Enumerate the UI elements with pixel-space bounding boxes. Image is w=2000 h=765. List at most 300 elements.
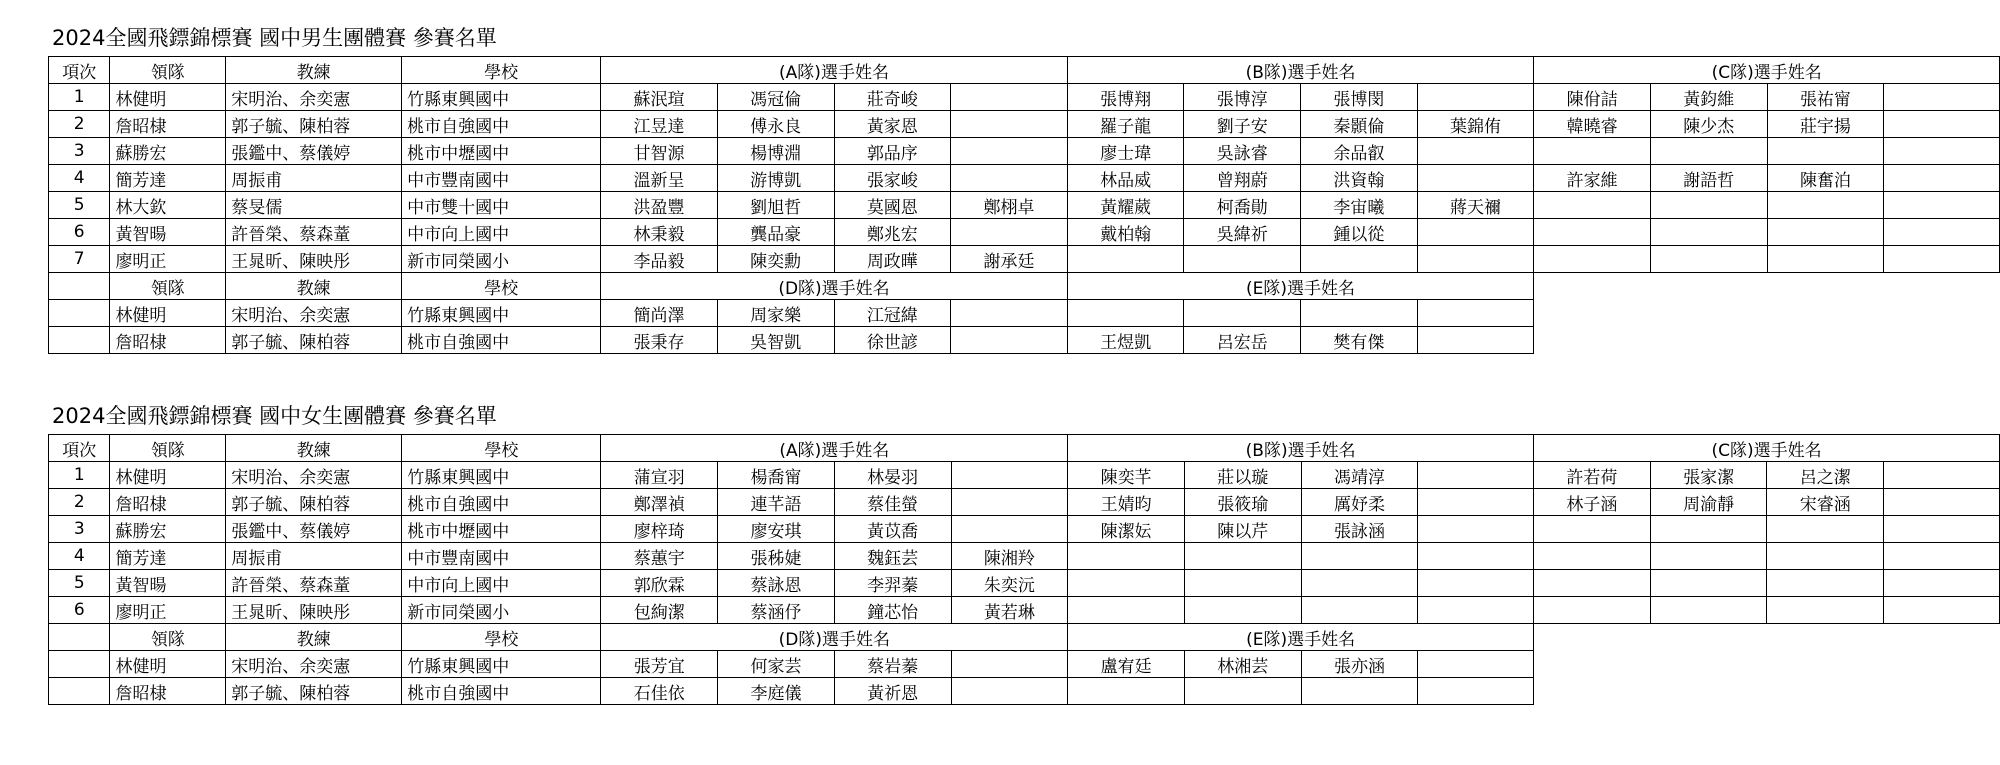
row-number: 3 — [49, 138, 110, 165]
player-cell-team-b: 柯喬勛 — [1184, 192, 1301, 219]
header-no-empty — [49, 624, 110, 651]
player-cell-team-a: 鐘芯怡 — [834, 597, 951, 624]
school-cell: 中市雙十國中 — [402, 192, 601, 219]
player-cell-team-b — [1301, 543, 1418, 570]
player-cell-team-b — [1418, 543, 1534, 570]
player-cell-team-a: 林晏羽 — [834, 462, 951, 489]
player-cell-team-c — [1767, 192, 1884, 219]
player-cell-team-c: 謝語哲 — [1650, 165, 1767, 192]
header-coach-2: 教練 — [226, 273, 402, 300]
blank-area — [1534, 273, 2000, 300]
leader-cell: 簡芳達 — [110, 165, 226, 192]
player-cell-team-c — [1884, 489, 2000, 516]
player-cell-team-c: 張家潔 — [1650, 462, 1767, 489]
header-team-e: (E隊)選手姓名 — [1067, 273, 1534, 300]
player-cell-team-b: 陳潔妘 — [1068, 516, 1185, 543]
player-cell-team-c — [1650, 543, 1767, 570]
player-cell-team-b — [1301, 597, 1418, 624]
player-cell-team-c — [1534, 138, 1651, 165]
player-cell-team-c — [1884, 111, 2000, 138]
player-cell-team-c: 呂之潔 — [1767, 462, 1884, 489]
player-cell-team-a: 鄭栩卓 — [951, 192, 1068, 219]
table-row — [49, 570, 2000, 597]
row-number: 2 — [49, 489, 110, 516]
player-cell-team-e — [1417, 300, 1534, 327]
player-cell-team-e: 林湘芸 — [1184, 651, 1301, 678]
player-cell-team-a: 蔡蕙宇 — [601, 543, 718, 570]
player-cell-team-c — [1884, 219, 2000, 246]
player-cell-team-c — [1884, 543, 2000, 570]
row-number: 5 — [49, 570, 110, 597]
player-cell-team-c: 許家維 — [1534, 165, 1651, 192]
school-cell: 中市向上國中 — [402, 570, 601, 597]
header-team-a: (A隊)選手姓名 — [601, 57, 1068, 84]
player-cell-team-a: 林秉毅 — [601, 219, 718, 246]
table-row — [49, 219, 2000, 246]
row-number-empty — [49, 651, 110, 678]
player-cell-team-a — [951, 462, 1068, 489]
player-cell-team-a: 傅永良 — [717, 111, 834, 138]
player-cell-team-d: 何家芸 — [718, 651, 835, 678]
player-cell-team-c: 林子涵 — [1534, 489, 1651, 516]
coach-cell: 宋明治、余奕憲 — [226, 462, 402, 489]
player-cell-team-a: 陳奕勳 — [717, 246, 834, 273]
player-cell-team-c — [1767, 543, 1884, 570]
player-cell-team-c — [1534, 246, 1651, 273]
player-cell-team-b: 蔣天禰 — [1417, 192, 1534, 219]
table-row — [49, 84, 2000, 111]
school-cell: 竹縣東興國中 — [402, 651, 601, 678]
coach-cell: 宋明治、余奕憲 — [226, 651, 402, 678]
player-cell-team-b: 王婧昀 — [1068, 489, 1185, 516]
header-row — [49, 57, 2000, 84]
player-cell-team-b: 戴柏翰 — [1067, 219, 1184, 246]
player-cell-team-b: 秦顥倫 — [1301, 111, 1418, 138]
header-school-2: 學校 — [402, 273, 601, 300]
player-cell-team-a: 李品毅 — [601, 246, 718, 273]
player-cell-team-d: 吳智凱 — [717, 327, 834, 354]
player-cell-team-c — [1650, 597, 1767, 624]
player-cell-team-c — [1650, 138, 1767, 165]
player-cell-team-b: 葉錦侑 — [1417, 111, 1534, 138]
player-cell-team-c — [1884, 246, 2000, 273]
player-cell-team-c — [1884, 84, 2000, 111]
player-cell-team-a: 溫新呈 — [601, 165, 718, 192]
player-cell-team-a: 楊博淵 — [717, 138, 834, 165]
player-cell-team-a: 蔡佳螢 — [834, 489, 951, 516]
leader-cell: 廖明正 — [110, 597, 226, 624]
player-cell-team-c: 黃鈞維 — [1650, 84, 1767, 111]
player-cell-team-e: 張亦涵 — [1301, 651, 1418, 678]
player-cell-team-a: 郭欣霖 — [601, 570, 718, 597]
school-cell: 桃市自強國中 — [402, 678, 601, 705]
player-cell-team-a: 廖安琪 — [718, 516, 835, 543]
player-cell-team-a: 廖梓琦 — [601, 516, 718, 543]
player-cell-team-d: 徐世諺 — [834, 327, 951, 354]
player-cell-team-b — [1417, 84, 1534, 111]
leader-cell: 詹昭棣 — [110, 327, 226, 354]
player-cell-team-a: 李羿蓁 — [834, 570, 951, 597]
player-cell-team-a: 張秭婕 — [718, 543, 835, 570]
table-row — [49, 543, 2000, 570]
player-cell-team-b: 黃耀葳 — [1067, 192, 1184, 219]
player-cell-team-c: 周渝靜 — [1650, 489, 1767, 516]
leader-cell: 廖明正 — [110, 246, 226, 273]
player-cell-team-a: 連芊語 — [718, 489, 835, 516]
player-cell-team-c — [1534, 597, 1651, 624]
player-cell-team-b — [1184, 543, 1301, 570]
table-row — [49, 678, 2000, 705]
table-row — [49, 516, 2000, 543]
player-cell-team-c: 韓曉睿 — [1534, 111, 1651, 138]
player-cell-team-b: 曾翔蔚 — [1184, 165, 1301, 192]
coach-cell: 許晉榮、蔡森蕫 — [226, 570, 402, 597]
player-cell-team-e: 王煜凱 — [1067, 327, 1184, 354]
coach-cell: 張鑑中、蔡儀婷 — [226, 516, 402, 543]
player-cell-team-b: 吳詠睿 — [1184, 138, 1301, 165]
coach-cell: 王晁昕、陳映彤 — [226, 246, 402, 273]
player-cell-team-c — [1767, 516, 1884, 543]
player-cell-team-a: 江昱達 — [601, 111, 718, 138]
player-cell-team-b — [1067, 246, 1184, 273]
player-cell-team-c: 許若荷 — [1534, 462, 1651, 489]
table-row — [49, 165, 2000, 192]
leader-cell: 詹昭棣 — [110, 489, 226, 516]
player-cell-team-b: 鍾以從 — [1301, 219, 1418, 246]
header-row-2 — [49, 624, 2000, 651]
player-cell-team-c — [1767, 138, 1884, 165]
header-team-d: (D隊)選手姓名 — [601, 624, 1068, 651]
player-cell-team-c — [1884, 165, 2000, 192]
player-cell-team-c — [1534, 543, 1651, 570]
player-cell-team-e — [1184, 678, 1301, 705]
leader-cell: 黃智暘 — [110, 570, 226, 597]
row-number: 5 — [49, 192, 110, 219]
table-row — [49, 138, 2000, 165]
header-no: 項次 — [49, 57, 110, 84]
player-cell-team-a: 蔡涵伃 — [718, 597, 835, 624]
row-number: 7 — [49, 246, 110, 273]
player-cell-team-b — [1418, 516, 1534, 543]
leader-cell: 詹昭棣 — [110, 678, 226, 705]
player-cell-team-e — [1067, 300, 1184, 327]
header-team-d: (D隊)選手姓名 — [601, 273, 1068, 300]
player-cell-team-a — [951, 219, 1068, 246]
player-cell-team-d: 李庭儀 — [718, 678, 835, 705]
player-cell-team-b: 莊以璇 — [1184, 462, 1301, 489]
player-cell-team-c — [1650, 192, 1767, 219]
player-cell-team-a: 包絢潔 — [601, 597, 718, 624]
player-cell-team-b: 陳奕芊 — [1068, 462, 1185, 489]
row-number: 6 — [49, 597, 110, 624]
player-cell-team-a: 洪盈豐 — [601, 192, 718, 219]
player-cell-team-c — [1884, 192, 2000, 219]
blank-area — [1534, 651, 2000, 678]
player-cell-team-e — [1417, 327, 1534, 354]
player-cell-team-a — [951, 165, 1068, 192]
row-number: 2 — [49, 111, 110, 138]
row-number: 4 — [49, 543, 110, 570]
coach-cell: 張鑑中、蔡儀婷 — [226, 138, 402, 165]
coach-cell: 郭子毓、陳柏蓉 — [226, 111, 402, 138]
player-cell-team-b — [1184, 570, 1301, 597]
player-cell-team-e — [1301, 678, 1418, 705]
roster-table-boys — [48, 56, 2000, 354]
player-cell-team-d: 張秉存 — [601, 327, 718, 354]
player-cell-team-d — [951, 678, 1068, 705]
player-cell-team-c — [1767, 570, 1884, 597]
player-cell-team-a: 黃家恩 — [834, 111, 951, 138]
coach-cell: 周振甫 — [226, 543, 402, 570]
header-team-c: (C隊)選手姓名 — [1534, 57, 2000, 84]
coach-cell: 宋明治、余奕憲 — [226, 84, 402, 111]
player-cell-team-d — [951, 651, 1068, 678]
player-cell-team-a: 蒲宣羽 — [601, 462, 718, 489]
player-cell-team-e — [1068, 678, 1185, 705]
header-no: 項次 — [49, 435, 110, 462]
player-cell-team-a: 龔品豪 — [717, 219, 834, 246]
leader-cell: 詹昭棣 — [110, 111, 226, 138]
player-cell-team-a: 馮冠倫 — [717, 84, 834, 111]
leader-cell: 蘇勝宏 — [110, 516, 226, 543]
player-cell-team-b: 余品叡 — [1301, 138, 1418, 165]
player-cell-team-a — [951, 84, 1068, 111]
player-cell-team-b — [1417, 219, 1534, 246]
player-cell-team-a: 莫國恩 — [834, 192, 951, 219]
header-row — [49, 435, 2000, 462]
header-leader: 領隊 — [110, 57, 226, 84]
player-cell-team-b — [1417, 165, 1534, 192]
player-cell-team-c — [1884, 138, 2000, 165]
player-cell-team-a — [951, 111, 1068, 138]
player-cell-team-d: 江冠緯 — [834, 300, 951, 327]
player-cell-team-a: 甘智源 — [601, 138, 718, 165]
player-cell-team-b — [1068, 597, 1185, 624]
table-row — [49, 327, 2000, 354]
header-leader-2: 領隊 — [110, 273, 226, 300]
row-number-empty — [49, 327, 110, 354]
player-cell-team-c — [1534, 192, 1651, 219]
leader-cell: 林健明 — [110, 300, 226, 327]
player-cell-team-c — [1884, 462, 2000, 489]
header-team-b: (B隊)選手姓名 — [1068, 435, 1534, 462]
player-cell-team-e — [1418, 651, 1534, 678]
header-leader: 領隊 — [110, 435, 226, 462]
row-number: 3 — [49, 516, 110, 543]
player-cell-team-a: 黃若琳 — [951, 597, 1068, 624]
leader-cell: 黃智暘 — [110, 219, 226, 246]
player-cell-team-e — [1418, 678, 1534, 705]
player-cell-team-b — [1184, 597, 1301, 624]
blank-area — [1534, 300, 2000, 327]
blank-area — [1534, 678, 2000, 705]
player-cell-team-a: 蘇泯瑄 — [601, 84, 718, 111]
school-cell: 桃市自強國中 — [402, 327, 601, 354]
player-cell-team-b: 張詠涵 — [1301, 516, 1418, 543]
player-cell-team-a: 莊奇峻 — [834, 84, 951, 111]
player-cell-team-c: 陳少杰 — [1650, 111, 1767, 138]
header-no-empty — [49, 273, 110, 300]
header-row-2 — [49, 273, 2000, 300]
player-cell-team-a: 黃苡喬 — [834, 516, 951, 543]
row-number: 1 — [49, 84, 110, 111]
player-cell-team-b: 林品威 — [1067, 165, 1184, 192]
player-cell-team-c — [1650, 516, 1767, 543]
player-cell-team-b: 李宙曦 — [1301, 192, 1418, 219]
leader-cell: 簡芳達 — [110, 543, 226, 570]
section-title-boys: 2024全國飛鏢錦標賽 國中男生團體賽 參賽名單 — [52, 26, 497, 50]
player-cell-team-a: 朱奕沅 — [951, 570, 1068, 597]
player-cell-team-a: 陳湘羚 — [951, 543, 1068, 570]
leader-cell: 蘇勝宏 — [110, 138, 226, 165]
player-cell-team-c — [1534, 219, 1651, 246]
player-cell-team-b: 吳緯祈 — [1184, 219, 1301, 246]
player-cell-team-b — [1418, 462, 1534, 489]
leader-cell: 林健明 — [110, 84, 226, 111]
table-row — [49, 111, 2000, 138]
player-cell-team-b: 羅子龍 — [1067, 111, 1184, 138]
player-cell-team-c — [1884, 570, 2000, 597]
player-cell-team-d: 黃祈恩 — [834, 678, 951, 705]
row-number-empty — [49, 678, 110, 705]
leader-cell: 林健明 — [110, 462, 226, 489]
header-school: 學校 — [402, 57, 601, 84]
player-cell-team-b — [1301, 246, 1418, 273]
coach-cell: 蔡旻儒 — [226, 192, 402, 219]
player-cell-team-c: 宋睿涵 — [1767, 489, 1884, 516]
player-cell-team-c — [1534, 570, 1651, 597]
player-cell-team-d: 周家樂 — [717, 300, 834, 327]
table-row — [49, 192, 2000, 219]
player-cell-team-b: 馮靖淳 — [1301, 462, 1418, 489]
player-cell-team-b — [1418, 597, 1534, 624]
coach-cell: 郭子毓、陳柏蓉 — [226, 327, 402, 354]
header-team-a: (A隊)選手姓名 — [601, 435, 1068, 462]
player-cell-team-c — [1650, 219, 1767, 246]
player-cell-team-d — [951, 300, 1068, 327]
header-coach-2: 教練 — [226, 624, 402, 651]
player-cell-team-c — [1884, 597, 2000, 624]
row-number-empty — [49, 300, 110, 327]
player-cell-team-a: 鄭澤禎 — [601, 489, 718, 516]
coach-cell: 周振甫 — [226, 165, 402, 192]
table-row — [49, 462, 2000, 489]
player-cell-team-e — [1301, 300, 1418, 327]
player-cell-team-b: 廖士瑋 — [1067, 138, 1184, 165]
player-cell-team-b: 劉子安 — [1184, 111, 1301, 138]
player-cell-team-a: 蔡詠恩 — [718, 570, 835, 597]
player-cell-team-b — [1417, 246, 1534, 273]
player-cell-team-c: 莊宇揚 — [1767, 111, 1884, 138]
player-cell-team-c: 張祐甯 — [1767, 84, 1884, 111]
player-cell-team-a: 劉旭哲 — [717, 192, 834, 219]
player-cell-team-b — [1417, 138, 1534, 165]
player-cell-team-a — [951, 489, 1068, 516]
header-school: 學校 — [402, 435, 601, 462]
player-cell-team-c — [1767, 597, 1884, 624]
player-cell-team-a: 郭品序 — [834, 138, 951, 165]
section-title-girls: 2024全國飛鏢錦標賽 國中女生團體賽 參賽名單 — [52, 404, 497, 428]
player-cell-team-b — [1068, 543, 1185, 570]
player-cell-team-d: 石佳依 — [601, 678, 718, 705]
table-row — [49, 489, 2000, 516]
school-cell: 桃市自強國中 — [402, 111, 601, 138]
player-cell-team-c — [1650, 570, 1767, 597]
player-cell-team-a: 鄭兆宏 — [834, 219, 951, 246]
player-cell-team-a — [951, 516, 1068, 543]
header-team-b: (B隊)選手姓名 — [1067, 57, 1534, 84]
player-cell-team-b: 洪資翰 — [1301, 165, 1418, 192]
player-cell-team-b: 厲妤柔 — [1301, 489, 1418, 516]
player-cell-team-e: 樊有傑 — [1301, 327, 1418, 354]
player-cell-team-c — [1767, 246, 1884, 273]
player-cell-team-b — [1301, 570, 1418, 597]
player-cell-team-b — [1418, 570, 1534, 597]
player-cell-team-c — [1767, 219, 1884, 246]
player-cell-team-b: 張博閔 — [1301, 84, 1418, 111]
header-coach: 教練 — [226, 57, 402, 84]
school-cell: 竹縣東興國中 — [402, 300, 601, 327]
table-row — [49, 246, 2000, 273]
table-row — [49, 651, 2000, 678]
player-cell-team-c: 陳奮泊 — [1767, 165, 1884, 192]
coach-cell: 宋明治、余奕憲 — [226, 300, 402, 327]
player-cell-team-d: 張芳宜 — [601, 651, 718, 678]
header-coach: 教練 — [226, 435, 402, 462]
player-cell-team-b: 張博淳 — [1184, 84, 1301, 111]
leader-cell: 林大欽 — [110, 192, 226, 219]
player-cell-team-b: 張博翔 — [1067, 84, 1184, 111]
table-row — [49, 300, 2000, 327]
school-cell: 桃市中壢國中 — [402, 138, 601, 165]
header-team-e: (E隊)選手姓名 — [1068, 624, 1534, 651]
coach-cell: 王晁昕、陳映彤 — [226, 597, 402, 624]
player-cell-team-c: 陳佾詰 — [1534, 84, 1651, 111]
coach-cell: 郭子毓、陳柏蓉 — [226, 678, 402, 705]
roster-table-girls — [48, 434, 2000, 705]
blank-area — [1534, 624, 2000, 651]
school-cell: 竹縣東興國中 — [402, 84, 601, 111]
player-cell-team-a: 謝承廷 — [951, 246, 1068, 273]
school-cell: 中市豐南國中 — [402, 165, 601, 192]
player-cell-team-c — [1534, 516, 1651, 543]
player-cell-team-a: 魏鈺芸 — [834, 543, 951, 570]
school-cell: 竹縣東興國中 — [402, 462, 601, 489]
player-cell-team-b: 張筱瑜 — [1184, 489, 1301, 516]
coach-cell: 郭子毓、陳柏蓉 — [226, 489, 402, 516]
player-cell-team-c — [1650, 246, 1767, 273]
header-school-2: 學校 — [402, 624, 601, 651]
player-cell-team-d: 簡尚澤 — [601, 300, 718, 327]
school-cell: 桃市中壢國中 — [402, 516, 601, 543]
row-number: 1 — [49, 462, 110, 489]
player-cell-team-a: 周政曄 — [834, 246, 951, 273]
school-cell: 新市同榮國小 — [402, 597, 601, 624]
player-cell-team-a: 張家峻 — [834, 165, 951, 192]
player-cell-team-c — [1884, 516, 2000, 543]
row-number: 6 — [49, 219, 110, 246]
school-cell: 中市向上國中 — [402, 219, 601, 246]
leader-cell: 林健明 — [110, 651, 226, 678]
header-leader-2: 領隊 — [110, 624, 226, 651]
school-cell: 桃市自強國中 — [402, 489, 601, 516]
player-cell-team-a — [951, 138, 1068, 165]
player-cell-team-b — [1418, 489, 1534, 516]
player-cell-team-a: 楊喬甯 — [718, 462, 835, 489]
player-cell-team-a: 游博凱 — [717, 165, 834, 192]
player-cell-team-b — [1068, 570, 1185, 597]
player-cell-team-e: 盧宥廷 — [1068, 651, 1185, 678]
